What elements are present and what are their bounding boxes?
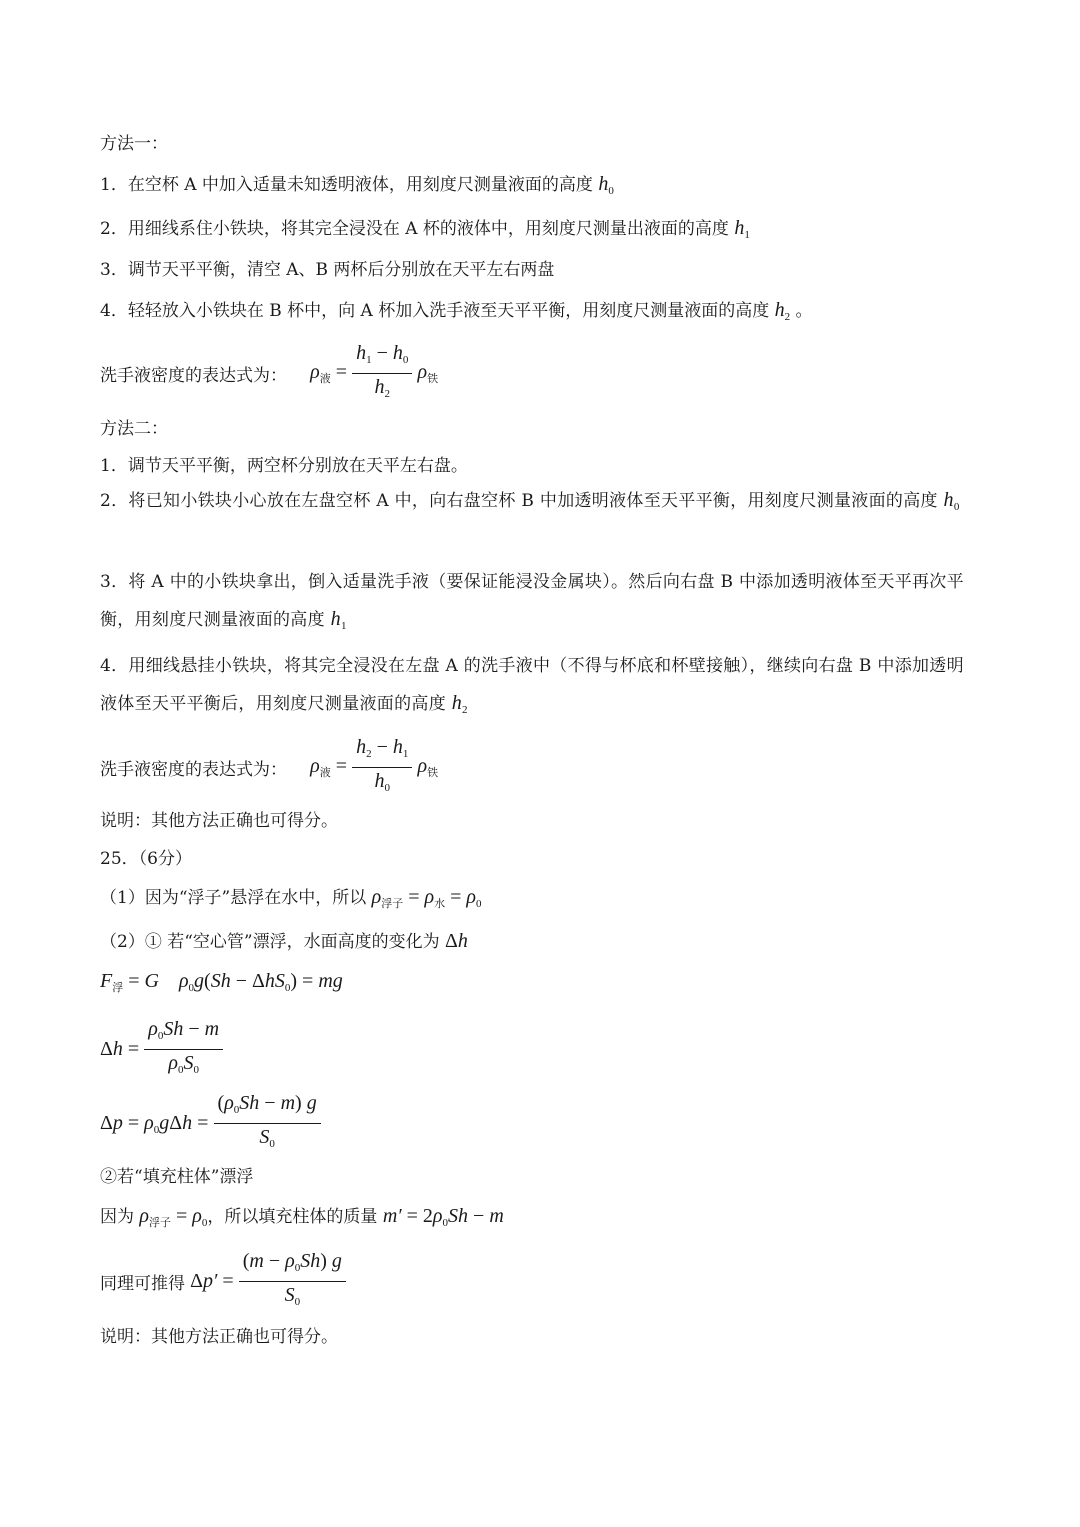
- eq-delta-p-prime: 同理可推得 Δp′ = $\frac{(m - \rho_0Sh) g}{S_0}$: [100, 1248, 346, 1315]
- method2-step2: 2．将已知小铁块小心放在左盘空杯 A 中，向右盘空杯 B 中加透明液体至天平平衡，用刻度尺测量液面的高度 $h_0$: [100, 489, 960, 513]
- q25-part2: （2）① 若“空心管”漂浮，水面高度的变化为 Δh: [100, 930, 468, 952]
- method1-step4: 4．轻轻放入小铁块在 B 杯中，向 A 杯加入洗手液至天平平衡，用刻度尺测量液面的高度 $h_2$ 。: [100, 299, 813, 323]
- method1-step2: 2．用细线系住小铁块，将其完全浸没在 A 杯的液体中，用刻度尺测量出液面的高度 $h_1$: [100, 217, 750, 241]
- method1-title: 方法一：: [100, 134, 168, 154]
- q25-header: 25．（6分）: [100, 849, 192, 869]
- method1-step3: 3．调节天平平衡，清空 A、B 两杯后分别放在天平左右两盘: [100, 260, 555, 280]
- note-1: 说明：其他方法正确也可得分。: [100, 811, 338, 831]
- method2-step4: 4．用细线悬挂小铁块，将其完全浸没在左盘 A 的洗手液中（不得与杯底和杯壁接触），继续向右盘 B 中添加透明液体至天平平衡后，用刻度尺测量液面的高度 $h_2$: [100, 656, 964, 716]
- method2-formula: 洗手液密度的表达式为： $\rho_液$ = $\frac{h_2 - h_1}{h_0}$ $\rho_铁$: [100, 736, 439, 794]
- eq-delta-p: $\Delta p = \rho_0g\Delta h$ = $\frac{(\rho_0Sh - m) g}{S_0}$: [100, 1090, 321, 1157]
- q25-part2b-title: ②若“填充柱体”漂浮: [100, 1167, 254, 1187]
- method2-title: 方法二：: [100, 419, 168, 439]
- eq-buoyancy: $F_浮 = G$ $\rho_0g(Sh - \Delta hS_0)$ = mg: [100, 970, 343, 994]
- eq-delta-h: Δh = $\frac{\rho_0Sh - m}{\rho_0S_0}$: [100, 1016, 223, 1083]
- note-2: 说明：其他方法正确也可得分。: [100, 1327, 338, 1347]
- method2-step3: 3．将 A 中的小铁块拿出，倒入适量洗手液（要保证能浸没金属块）。然后向右盘 B 中添加透明液体至天平再次平衡，用刻度尺测量液面的高度 $h_1$: [100, 572, 964, 632]
- method1-formula: 洗手液密度的表达式为： $\rho_液$ = $\frac{h_1 - h_0}{h_2}$ $\rho_铁$: [100, 342, 439, 400]
- method1-step1: 1．在空杯 A 中加入适量未知透明液体，用刻度尺测量液面的高度 $h_0$: [100, 173, 614, 197]
- method2-step1: 1．调节天平平衡，两空杯分别放在天平左右盘。: [100, 456, 468, 476]
- q25-part1: （1）因为“浮子”悬浮在水中，所以 $\rho_{浮子} = \rho_水 = \rho_0$: [100, 886, 482, 910]
- q25-mass-line: 因为 $\rho_{浮子} = \rho_0$，所以填充柱体的质量 $m' = 2\rho_0Sh - m$: [100, 1205, 504, 1229]
